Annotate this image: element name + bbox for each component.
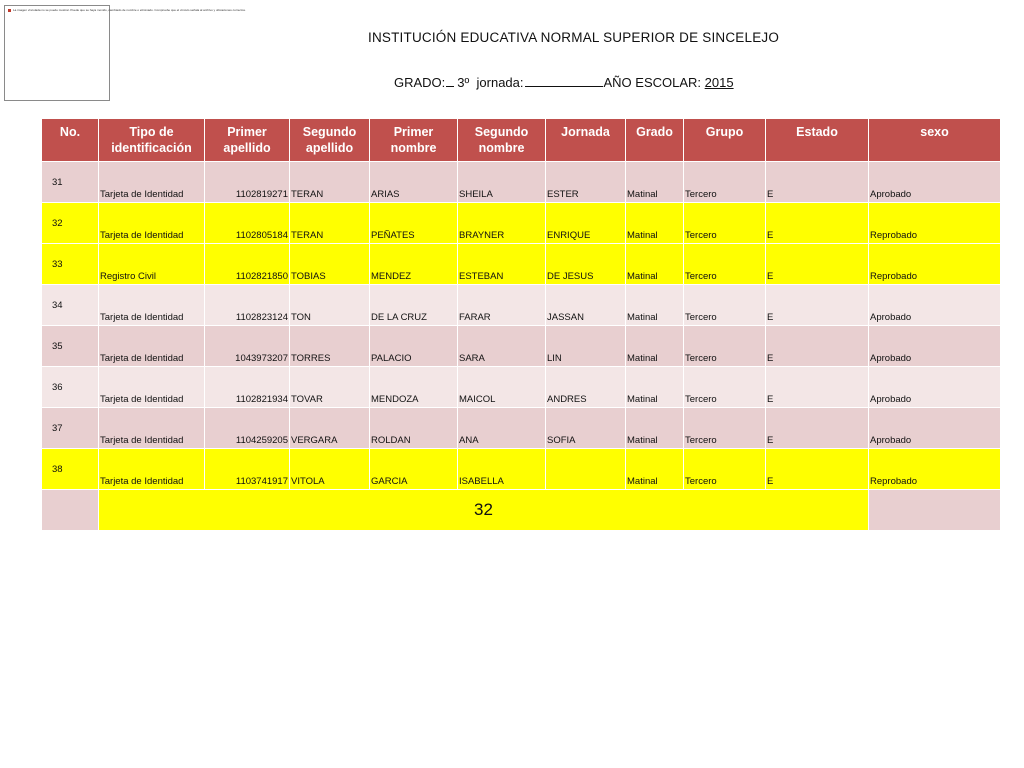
cell-segundo-apellido: ARIAS (370, 162, 458, 203)
col-header-segundo-apellido: Segundo apellido (290, 119, 370, 162)
total-blank-cell (42, 490, 99, 531)
cell-segundo-nombre: JASSAN (546, 285, 626, 326)
cell-no: 37 (42, 408, 99, 449)
table-row (42, 203, 1001, 244)
cell-grado: Tercero (684, 408, 766, 449)
cell-primer-nombre: BRAYNER (458, 203, 546, 244)
table-row (42, 244, 1001, 285)
col-header-primer-nombre: Primer nombre (370, 119, 458, 162)
cell-jornada: Matinal (626, 285, 684, 326)
cell-jornada: Matinal (626, 203, 684, 244)
cell-primer-apellido: VITOLA (290, 449, 370, 490)
total-count: 32 (99, 490, 869, 531)
cell-jornada: Matinal (626, 367, 684, 408)
jornada-blank (525, 75, 603, 87)
cell-no: 31 (42, 162, 99, 203)
cell-grupo: E (766, 326, 869, 367)
col-header-primer-apellido: Primer apellido (205, 119, 290, 162)
cell-documento: 1043973207 (205, 326, 290, 367)
cell-jornada: Matinal (626, 408, 684, 449)
cell-tipo: Registro Civil (99, 244, 205, 285)
table-total-row (42, 490, 1001, 531)
cell-grupo: E (766, 367, 869, 408)
cell-no: 32 (42, 203, 99, 244)
col-header-segundo-nombre: Segundo nombre (458, 119, 546, 162)
cell-grado: Tercero (684, 203, 766, 244)
cell-segundo-nombre: LIN (546, 326, 626, 367)
broken-image-placeholder (4, 5, 246, 101)
cell-primer-nombre: SARA (458, 326, 546, 367)
grado-value: 3º (457, 75, 470, 90)
cell-grupo: E (766, 244, 869, 285)
cell-grupo: E (766, 285, 869, 326)
cell-tipo: Tarjeta de Identidad (99, 449, 205, 490)
cell-segundo-nombre: DE JESUS (546, 244, 626, 285)
cell-primer-nombre: ESTEBAN (458, 244, 546, 285)
cell-primer-apellido: TORRES (290, 326, 370, 367)
cell-no: 35 (42, 326, 99, 367)
col-header-jornada: Jornada (546, 119, 626, 162)
student-table (41, 118, 1001, 531)
cell-grado: Tercero (684, 367, 766, 408)
broken-image-icon (8, 9, 11, 12)
cell-estado: Aprobado (869, 285, 1001, 326)
cell-estado: Reprobado (869, 449, 1001, 490)
cell-documento: 1102823124 (205, 285, 290, 326)
cell-primer-apellido: VERGARA (290, 408, 370, 449)
broken-image-note: La imagen vinculada no se puede mostrar. Puede que se haya movido, cambiado de nombre o eliminado. Compruebe que el vínculo señala al archivo y ubicaciones correctos. (13, 8, 246, 12)
cell-primer-apellido: TERAN (290, 203, 370, 244)
cell-segundo-nombre: SOFIA (546, 408, 626, 449)
cell-jornada: Matinal (626, 244, 684, 285)
col-header-tipo: Tipo de identificación (99, 119, 205, 162)
cell-grupo: E (766, 162, 869, 203)
cell-grado: Tercero (684, 326, 766, 367)
cell-estado: Aprobado (869, 408, 1001, 449)
cell-segundo-apellido: MENDOZA (370, 367, 458, 408)
cell-primer-apellido: TOVAR (290, 367, 370, 408)
cell-primer-nombre: ANA (458, 408, 546, 449)
cell-grupo: E (766, 408, 869, 449)
table-body (42, 162, 1001, 531)
cell-jornada: Matinal (626, 449, 684, 490)
cell-documento: 1104259205 (205, 408, 290, 449)
cell-estado: Aprobado (869, 367, 1001, 408)
table-row (42, 285, 1001, 326)
col-header-no: No. (42, 119, 99, 162)
col-header-grado: Grado (626, 119, 684, 162)
cell-no: 33 (42, 244, 99, 285)
anio-value: 2015 (704, 75, 734, 90)
cell-tipo: Tarjeta de Identidad (99, 367, 205, 408)
cell-documento: 1102821934 (205, 367, 290, 408)
cell-primer-apellido: TON (290, 285, 370, 326)
cell-segundo-apellido: PEÑATES (370, 203, 458, 244)
cell-documento: 1102821850 (205, 244, 290, 285)
cell-grado: Tercero (684, 162, 766, 203)
total-blank-cell (869, 490, 1001, 531)
col-header-grupo: Grupo (684, 119, 766, 162)
cell-estado: Aprobado (869, 162, 1001, 203)
cell-grado: Tercero (684, 449, 766, 490)
col-header-sexo: sexo (869, 119, 1001, 162)
cell-primer-nombre: FARAR (458, 285, 546, 326)
table-row (42, 162, 1001, 203)
cell-segundo-apellido: MENDEZ (370, 244, 458, 285)
jornada-label: jornada: (476, 75, 524, 90)
cell-segundo-apellido: PALACIO (370, 326, 458, 367)
cell-estado: Reprobado (869, 244, 1001, 285)
grade-line (394, 75, 734, 90)
cell-grado: Tercero (684, 285, 766, 326)
table-row (42, 449, 1001, 490)
cell-grado: Tercero (684, 244, 766, 285)
cell-segundo-apellido: GARCIA (370, 449, 458, 490)
cell-grupo: E (766, 203, 869, 244)
grado-blank (446, 75, 454, 87)
cell-no: 38 (42, 449, 99, 490)
cell-segundo-nombre: ANDRES (546, 367, 626, 408)
cell-estado: Aprobado (869, 326, 1001, 367)
col-header-estado: Estado (766, 119, 869, 162)
anio-label: AÑO ESCOLAR: (603, 75, 702, 90)
cell-no: 34 (42, 285, 99, 326)
table-header-row (42, 119, 1001, 162)
cell-segundo-nombre: ESTER (546, 162, 626, 203)
cell-segundo-apellido: DE LA CRUZ (370, 285, 458, 326)
table-row (42, 408, 1001, 449)
page-title: INSTITUCIÓN EDUCATIVA NORMAL SUPERIOR DE SINCELEJO (368, 30, 780, 45)
cell-segundo-nombre (546, 449, 626, 490)
cell-grupo: E (766, 449, 869, 490)
cell-no: 36 (42, 367, 99, 408)
cell-jornada: Matinal (626, 326, 684, 367)
cell-documento: 1102805184 (205, 203, 290, 244)
grado-label: GRADO: (394, 75, 446, 90)
cell-primer-apellido: TERAN (290, 162, 370, 203)
cell-primer-nombre: ISABELLA (458, 449, 546, 490)
table-row (42, 326, 1001, 367)
cell-tipo: Tarjeta de Identidad (99, 408, 205, 449)
table-row (42, 367, 1001, 408)
cell-primer-nombre: SHEILA (458, 162, 546, 203)
cell-primer-nombre: MAICOL (458, 367, 546, 408)
cell-tipo: Tarjeta de Identidad (99, 203, 205, 244)
cell-tipo: Tarjeta de Identidad (99, 285, 205, 326)
cell-segundo-apellido: ROLDAN (370, 408, 458, 449)
cell-estado: Reprobado (869, 203, 1001, 244)
cell-tipo: Tarjeta de Identidad (99, 326, 205, 367)
cell-segundo-nombre: ENRIQUE (546, 203, 626, 244)
cell-primer-apellido: TOBIAS (290, 244, 370, 285)
cell-tipo: Tarjeta de Identidad (99, 162, 205, 203)
cell-documento: 1103741917 (205, 449, 290, 490)
cell-jornada: Matinal (626, 162, 684, 203)
cell-documento: 1102819271 (205, 162, 290, 203)
